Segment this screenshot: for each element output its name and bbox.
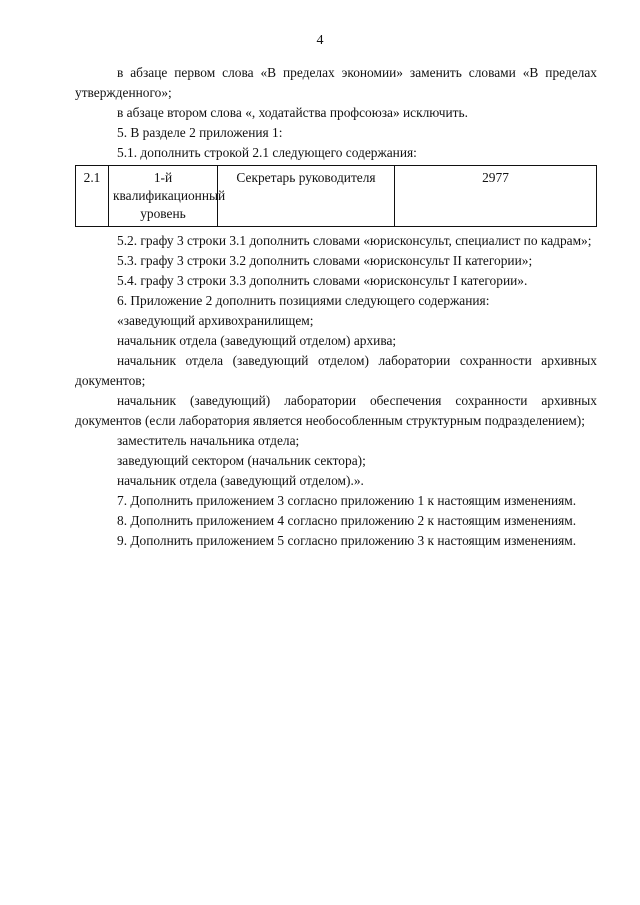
table-cell-number: 2.1 <box>76 166 109 227</box>
paragraph: в абзаце первом слова «В пределах экономии» заменить словами «В пределах утвержденного»; <box>75 65 597 100</box>
paragraph: 5.3. графу 3 строки 3.2 дополнить словами «юрисконсульт II категории»; <box>117 253 533 268</box>
paragraph: начальник отдела (заведующий отделом).». <box>117 473 364 488</box>
paragraph: начальник отдела (заведующий отделом) лаборатории сохранности архивных документов; <box>75 353 597 388</box>
table-row <box>76 166 597 227</box>
table-cell-level: 1-й квалификационный уровень <box>109 166 218 227</box>
salary-table <box>75 165 597 227</box>
paragraph: 5.1. дополнить строкой 2.1 следующего содержания: <box>117 145 417 160</box>
paragraph: 8. Дополнить приложением 4 согласно приложению 2 к настоящим изменениям. <box>117 513 577 528</box>
paragraph: 7. Дополнить приложением 3 согласно приложению 1 к настоящим изменениям. <box>117 493 577 508</box>
paragraph: 5. В разделе 2 приложения 1: <box>117 125 283 140</box>
document-body <box>75 63 597 551</box>
paragraph: 5.4. графу 3 строки 3.3 дополнить словами «юрисконсульт I категории». <box>117 273 528 288</box>
paragraph: начальник отдела (заведующий отделом) архива; <box>117 333 397 348</box>
paragraph: 5.2. графу 3 строки 3.1 дополнить словами «юрисконсульт, специалист по кадрам»; <box>117 233 592 248</box>
page-number: 4 <box>316 33 324 48</box>
paragraph: в абзаце втором слова «, ходатайства профсоюза» исключить. <box>117 105 468 120</box>
paragraph: «заведующий архивохранилищем; <box>117 313 314 328</box>
paragraph: начальник (заведующий) лаборатории обеспечения сохранности архивных документов (если лаборатория является необособленным структурным подразделением); <box>75 393 597 428</box>
paragraph: заведующий сектором (начальник сектора); <box>117 453 366 468</box>
table-cell-position: Секретарь руководителя <box>218 166 395 227</box>
paragraph: 6. Приложение 2 дополнить позициями следующего содержания: <box>117 293 490 308</box>
paragraph: заместитель начальника отдела; <box>117 433 300 448</box>
paragraph: 9. Дополнить приложением 5 согласно приложению 3 к настоящим изменениям. <box>117 533 577 548</box>
table-cell-salary: 2977 <box>395 166 597 227</box>
